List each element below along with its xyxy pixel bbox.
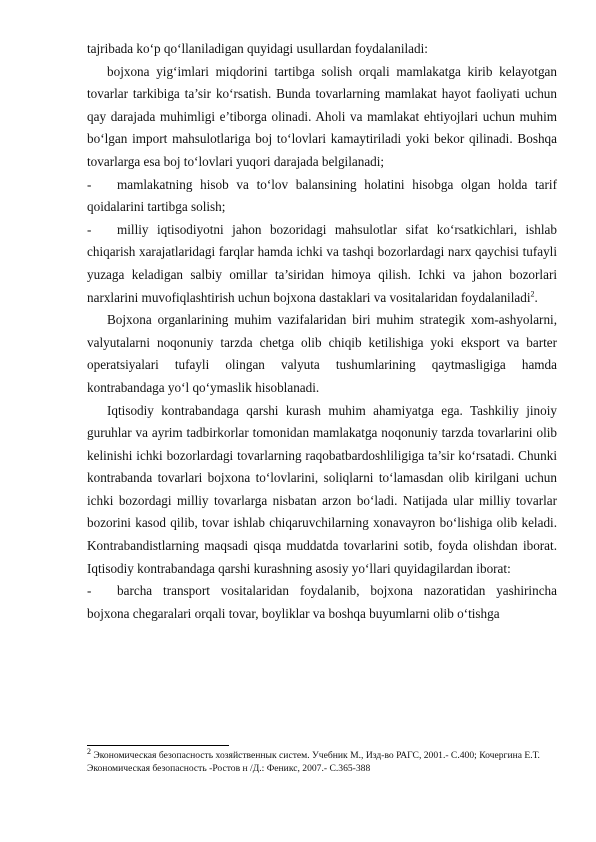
dash-item-3: [87, 580, 557, 625]
footnote-reference[interactable]: 2: [530, 289, 535, 299]
footnote: [87, 746, 557, 775]
dash-marker: -: [87, 176, 92, 192]
dash-item-2: [87, 219, 557, 309]
footnote-number: 2: [87, 746, 91, 756]
paragraph-4: Iqtisodiy kontrabandaga qarshi kurash muhim ahamiyatga ega. Tashkiliy jinoiy guruhlar va ayrim tadbirkorlar tomonidan mamlakatga noqonuniy tarzda tovarlarini olib kelinishi ichki bozorlardagi tovarlarning raqobatbardoshliligiga ta’sir ko‘rsatadi. Chunki kontrabanda tovarlari bojxona to‘lovlarini, soliqlarni to‘lamasdan olib kirilgani uchun ichki bozordagi milliy tovarlarga nisbatan arzon bo‘ladi. Natijada ular milliy tovarlar bozorini kasod qilib, tovar ishlab chiqaruvchilarning xonavayron bo‘lishiga olib keladi. Kontrabandistlarning maqsadi qisqa muddatda tovarlarini sotib, foyda olishdan iborat. Iqtisodiy kontrabandaga qarshi kurashning asosiy yo‘llari quyidagilardan iborat:: [87, 402, 557, 576]
dash-item-text: milliy iqtisodiyotni jahon bozoridagi mahsulotlar sifat ko‘rsatkichlari, ishlab chiqarish xarajatlaridagi farqlar hamda ichki va tashqi bozorlardagi narx qaychisi tufayli yuzaga keladigan salbiy omillar ta’siridan himoya qilish. Ichki va jahon bozorlari narxlarini muvofiqlashtirish uchun bojxona dastaklari va vositalaridan foydalaniladi: [87, 221, 557, 305]
dash-item-text: barcha transport vositalaridan foydalanib, bojxona nazoratidan yashirincha bojxona chegaralari orqali tovar, boyliklar va boshqa buyumlarni olib o‘tishga: [87, 583, 557, 621]
paragraph-2: bojxona yig‘imlari miqdorini tartibga solish orqali mamlakatga kirib kelayotgan tovarlar tarkibiga ta’sir ko‘rsatish. Bunda tovarlarning mamlakat hayot faoliyati uchun qay darajada muhimligi e’tiborga olinadi. Aholi va mamlakat ehtiyojlari uchun muhim bo‘lgan import mahsulotlariga boj to‘lovlari kamaytiriladi yoki bekor qilinadi. Boshqa tovarlarga esa boj to‘lovlari yuqori darajada belgilanadi;: [87, 63, 557, 169]
paragraph-3: Bojxona organlarining muhim vazifalaridan biri muhim strategik xom-ashyolarni, valyutalarni noqonuniy tarzda chetga olib chiqib ketilishiga yoki eksport va barter operatsiyalari tufayli olingan valyuta tushumlarining qaytmasligiga hamda kontrabandaga yo‘l qo‘ymaslik hisoblanadi.: [87, 312, 557, 395]
dash-marker: -: [87, 221, 92, 237]
dash-item-tail: .: [534, 289, 538, 305]
dash-item-1: [87, 174, 557, 219]
dash-item-text: mamlakatning hisob va to‘lov balansining holatini hisobga olgan holda tarif qoidalarini tartibga solish;: [87, 176, 557, 215]
paragraph-1: tajribada ko‘p qo‘llaniladigan quyidagi usullardan foydalaniladi:: [87, 41, 428, 56]
footnote-divider: [87, 745, 229, 746]
document-body: [87, 38, 557, 625]
footnote-text: Экономическая безопасность хозяйственнык систем. Учебник М., Изд-во РАГС, 2001.- С.400; Кочергина Е.Т. Экономическая безопасность -Ростов н /Д.: Феникс, 2007.- С.365-388: [87, 750, 540, 774]
dash-marker: -: [87, 583, 92, 599]
